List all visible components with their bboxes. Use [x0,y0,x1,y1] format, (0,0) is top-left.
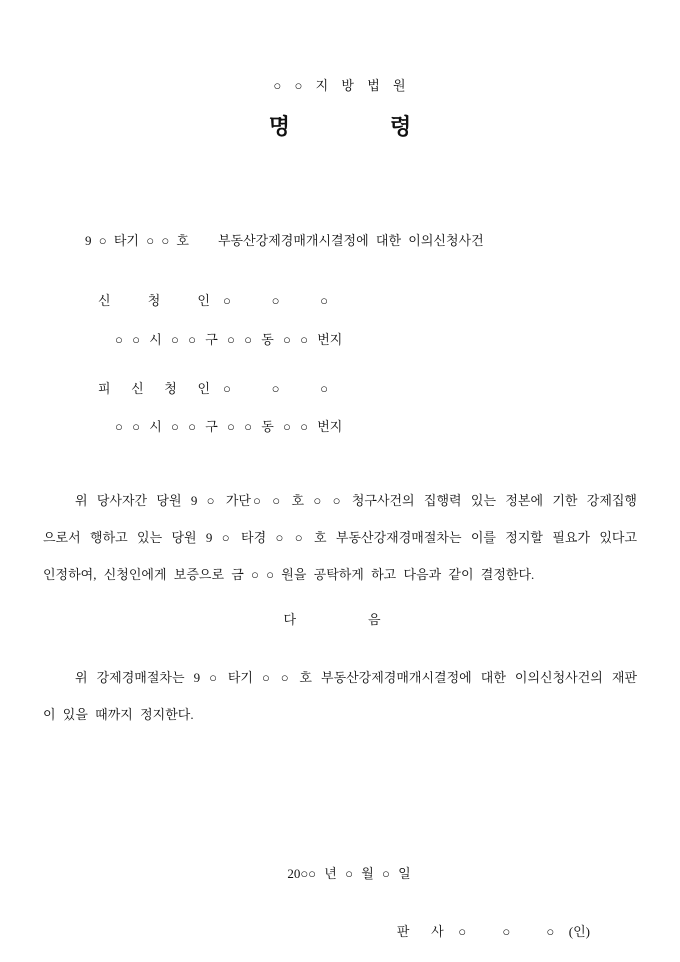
applicant-address: ○ ○ 시 ○ ○ 구 ○ ○ 동 ○ ○ 번지 [115,332,343,348]
body-paragraph-2-line-1: 위 강제경매절차는 9 ○ 타기 ○ ○ 호 부동산강제경매개시결정에 대한 이의신청사건의 재판 [75,669,637,685]
body-paragraph-2-line-2: 이 있을 때까지 정지한다. [43,706,194,722]
judge-signature-line: 판 사 ○ ○ ○ (인) [396,923,590,939]
respondent-name: ○ ○ ○ [223,380,328,396]
body-paragraph-1-line-1: 위 당사자간 당원 9 ○ 가단○ ○ 호 ○ ○ 청구사건의 집행력 있는 정본에 기한 강제집행 [75,493,637,509]
respondent-row [85,365,680,412]
applicant-name: ○ ○ ○ [223,293,328,309]
daum-heading-left-char: 다 [283,612,296,628]
document-title-left-char: 명 [268,113,290,139]
daum-heading [0,612,680,628]
applicant-row [85,278,680,325]
applicant-label: 신 청 인 [98,293,210,309]
court-name: ○ ○ 지 방 법 원 [273,78,407,93]
body-paragraph-1-line-2: 으로서 행하고 있는 당원 9 ○ 타경 ○ ○ 호 부동산강재경매절차는 이를 정지할 필요가 있다고 [43,530,637,546]
respondent-label: 피 신 청 인 [98,380,210,396]
case-number-line: 9 ○ 타기 ○ ○ 호 부동산강제경매개시결정에 대한 이의신청사건 [85,232,484,248]
body-paragraph-1 [43,482,637,593]
daum-heading-right-char: 음 [368,612,381,628]
respondent-address: ○ ○ 시 ○ ○ 구 ○ ○ 동 ○ ○ 번지 [115,418,343,434]
document-title [0,114,680,140]
body-paragraph-1-line-3: 인정하여, 신청인에게 보증으로 금 ○ ○ 원을 공탁하게 하고 다음과 같이 결정한다. [43,567,535,583]
date-line: 20○○ 년 ○ 월 ○ 일 [287,865,411,881]
body-paragraph-2 [43,659,637,733]
document-title-right-char: 령 [390,113,412,139]
